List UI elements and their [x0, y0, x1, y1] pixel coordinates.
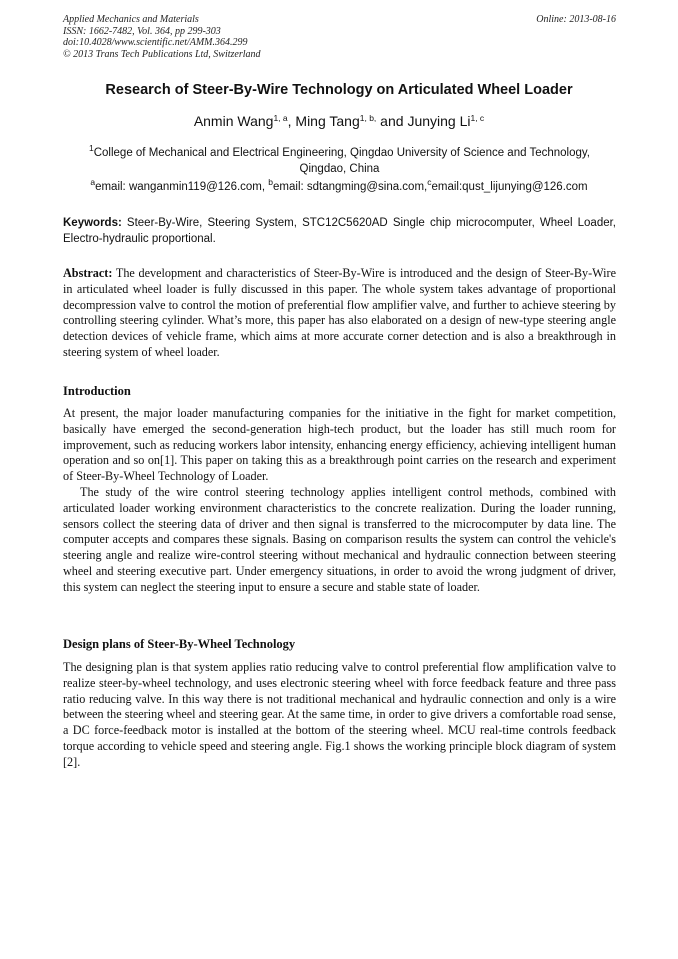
email-marker: b: [268, 177, 274, 187]
email-text: email:qust_lijunying@126.com: [431, 181, 588, 193]
affiliation: [63, 145, 616, 177]
publication-header: [63, 14, 616, 60]
doi-line: doi:10.4028/www.scientific.net/AMM.364.299: [63, 37, 248, 48]
email-text: email: wanganmin119@126.com,: [95, 181, 269, 193]
issn-line: ISSN: 1662-7482, Vol. 364, pp 299-303: [63, 25, 221, 37]
affiliation-line: College of Mechanical and Electrical Engineering, Qingdao University of Science and Technology,: [93, 147, 590, 159]
keywords-label: Keywords:: [63, 217, 122, 229]
author-affiliation-marker: 1, c: [470, 113, 485, 123]
paragraph: The designing plan is that system applies ratio reducing valve to control preferential flow amplification valve to realize steer-by-wheel technology, and uses electronic steering wheel with force feedback feature and three pass ratio reducing valve. In this way there is not traditional mechanical and hydraulic connection and only is a wire between the steering wheel and steering gear. At the same time, in order to give drivers a comfortable road sense, a DC force-feedback motor is installed at the bottom of the steering wheel. MCU real-time controls feedback torque according to vehicle speed and steering angle. Fig.1 shows the working principle block diagram of system [2].: [63, 660, 616, 769]
online-date: Online: 2013-08-16: [536, 14, 616, 25]
copyright-line: © 2013 Trans Tech Publications Ltd, Switzerland: [63, 48, 261, 60]
journal-name: Applied Mechanics and Materials: [63, 14, 199, 25]
keywords-text: Steer-By-Wire, Steering System, STC12C5620AD Single chip microcomputer, Wheel Loader, Electro-hydraulic proportional.: [63, 217, 616, 245]
email-marker: c: [427, 177, 432, 187]
author-name: Anmin Wang: [193, 113, 274, 129]
author-affiliation-marker: 1, a: [273, 113, 288, 123]
introduction-body: [63, 406, 616, 596]
author-name: Ming Tang: [295, 113, 360, 129]
abstract: [63, 266, 616, 361]
section-heading-introduction: Introduction: [63, 384, 131, 398]
paper-title: Research of Steer-By-Wire Technology on Articulated Wheel Loader: [105, 82, 573, 98]
author-list: [40, 113, 638, 129]
paragraph: At present, the major loader manufacturing companies for the initiative in the fight for market competition, basically have emerged the second-generation high-tech product, but the loader has still much room for improvement, such as reducing workers labor intensity, enhancing energy efficiency, achieving intelligent human operation and so on[1]. This paper on taking this as a breakthrough point carries on the research and experiment of Steer-By-Wheel Technology of Loader.: [63, 406, 616, 484]
section-heading-design-plans: Design plans of Steer-By-Wheel Technology: [63, 637, 296, 651]
author-separator: ,: [287, 113, 296, 129]
abstract-text: The development and characteristics of Steer-By-Wire is introduced and the design of Steer-By-Wire in articulated wheel loader is fully discussed in this paper. The whole system takes advantage of proportional decompression valve to control the motion of preferential flow amplifier valve, and further to achieve steering by controlling steering cylinder. What’s more, this paper has also elaborated on a design of new-type steering angle detection devices of vehicle frame, which aims at more accurate corner detection and is also a breakthrough in steering system of wheel loader.: [63, 266, 616, 359]
author-name: Junying Li: [407, 113, 471, 129]
email-text: email: sdtangming@sina.com,: [273, 181, 428, 193]
keywords: [63, 215, 616, 247]
email-marker: a: [90, 177, 96, 187]
design-body: [63, 660, 616, 771]
author-separator: and: [376, 113, 408, 129]
affiliation-line: Qingdao, China: [299, 163, 380, 175]
author-emails: [40, 177, 638, 193]
author-affiliation-marker: 1, b,: [359, 113, 377, 123]
affiliation-marker: 1: [88, 143, 94, 153]
paragraph: The study of the wire control steering technology applies intelligent control methods, combined with articulated loader working environment characteristics to the concrete realization. During the loader running, sensors collect the steering data of driver and then signal is transferred to the microcomputer by data line. The computer accepts and compares these signals. Basing on comparison results the system can control the vehicle's steering angle and realize wire-control steering without mechanical and hydraulic connection between steering wheel and steering executive part. Under emergency situations, in order to avoid the wrong judgment of driver, this system can neglect the steering input to ensure a secure and stable state of loader.: [63, 484, 616, 594]
abstract-label: Abstract:: [63, 266, 113, 280]
